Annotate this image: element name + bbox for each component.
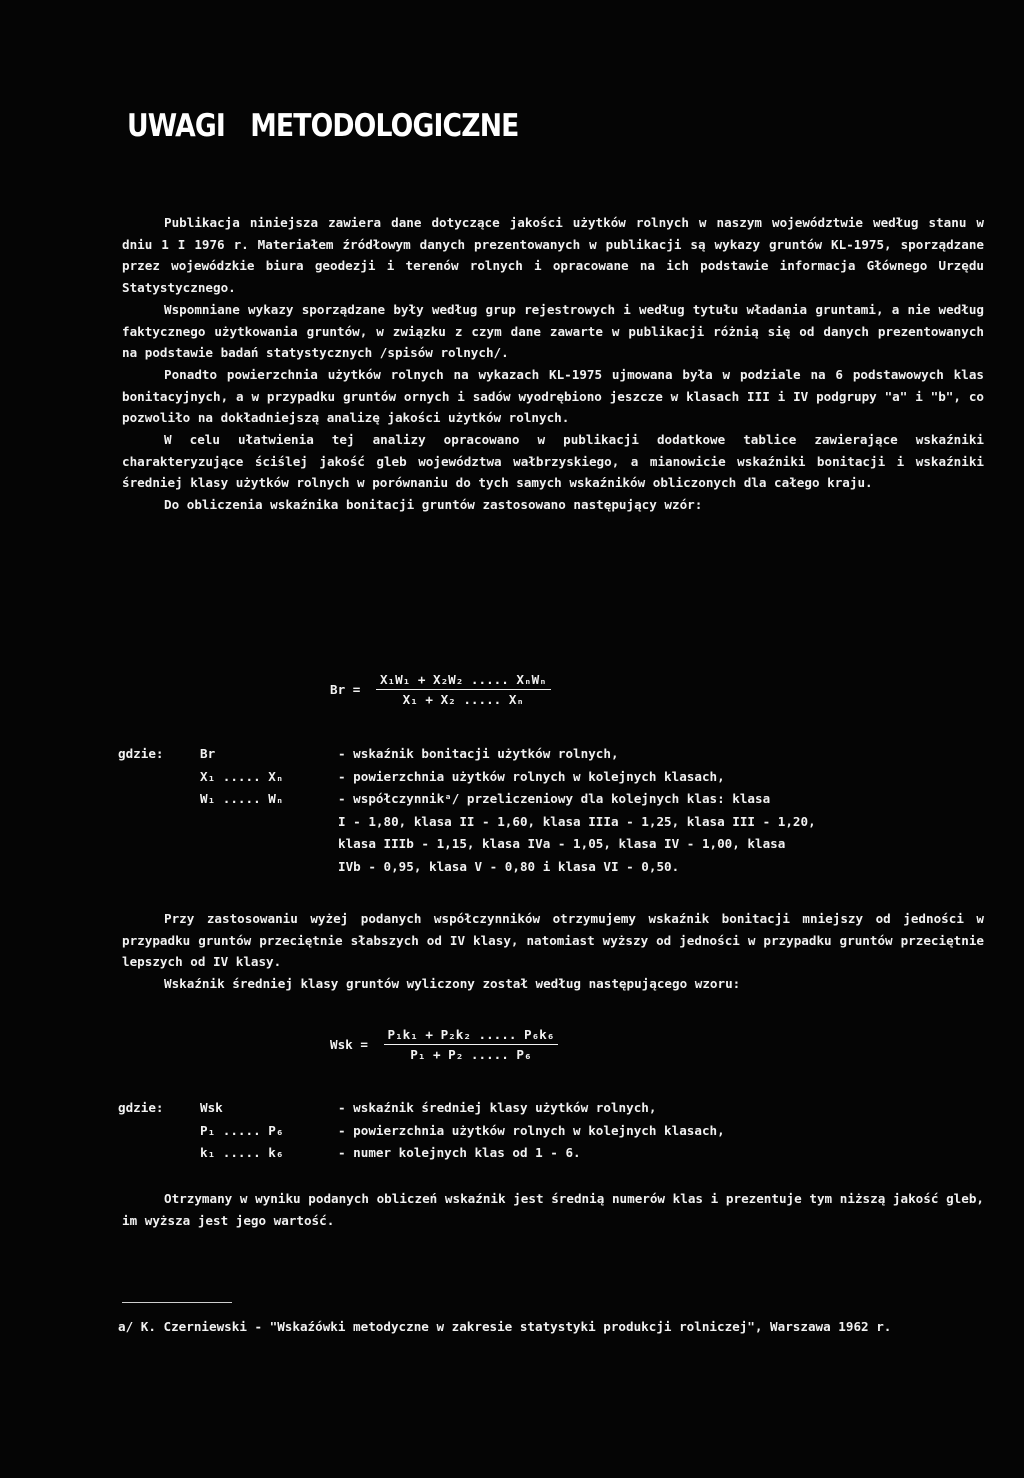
definition-symbol: W₁ ..... Wₙ [200, 791, 284, 806]
intro-section [122, 212, 984, 516]
definition-row [118, 1097, 988, 1120]
definitions-average-class [118, 1097, 988, 1165]
paragraph-formula-intro: Do obliczenia wskaźnika bonitacji gruntów zastosowano następujący wzór: [164, 497, 703, 513]
definition-symbol: Wsk [200, 1100, 223, 1115]
definition-row [118, 788, 988, 811]
definition-symbol: X₁ ..... Xₙ [200, 768, 284, 784]
formula-bonitation [330, 672, 551, 707]
paragraph-source: Publikacja niniejsza zawiera dane dotyczące jakości użytków rolnych w naszym województwie według stanu w dniu 1 I 1976 r. Materiałem źródłowym danych prezentowanych w publikacji są wykazy gruntów KL-1975, sporządzane przez wojewódzkie biura geodezji i terenów rolnych i opracowane na ich podstawie informacja Głównego Urzędu Statystycznego. [122, 215, 984, 296]
paragraph-formula2-intro: Wskaźnik średniej klasy gruntów wyliczony został według następującego wzoru: [164, 976, 741, 992]
definition-text: - powierzchnia użytków rolnych w kolejnych klasach, [338, 1122, 725, 1138]
formula-lhs: Br = [330, 682, 361, 697]
definition-row [118, 766, 988, 789]
formula-lhs: Wsk = [330, 1037, 368, 1052]
definition-row [118, 1142, 988, 1165]
definition-text: - powierzchnia użytków rolnych w kolejnych klasach, [338, 768, 725, 784]
formula-numerator: P₁k₁ + P₂k₂ ..... P₆k₆ [384, 1027, 559, 1045]
paragraph-indicators: W celu ułatwienia tej analizy opracowano w publikacji dodatkowe tablice zawierające wskaźniki charakteryzujące ściślej jakość gleb województwa wałbrzyskiego, a mianowicie wskaźniki bonitacji i wskaźniki średniej klasy użytków rolnych w porównaniu do tych samych wskaźników obliczonych dla całego kraju. [122, 432, 984, 491]
formula-fraction [376, 672, 551, 707]
page-title: UWAGI METODOLOGICZNE [127, 108, 519, 144]
definition-text: - wskaźnik średniej klasy użytków rolnych, [338, 1100, 657, 1115]
paragraph-closing: Otrzymany w wyniku podanych obliczeń wskaźnik jest średnią numerów klas i prezentuje tym niższą jakość gleb, im wyższa jest jego wartość. [122, 1191, 984, 1228]
formula-average-class [330, 1027, 558, 1062]
definitions-label: gdzie: [118, 1100, 164, 1115]
formula-numerator: X₁W₁ + X₂W₂ ..... XₙWₙ [376, 672, 551, 690]
coefficient-line: klasa IIIb - 1,15, klasa IVa - 1,05, klasa IV - 1,00, klasa [338, 836, 786, 851]
paragraph-interpretation: Przy zastosowaniu wyżej podanych współczynników otrzymujemy wskaźnik bonitacji mniejszy od jedności w przypadku gruntów przeciętnie słabszych od IV klasy, natomiast wyższy od jedności w przypadku gruntów przeciętnie lepszych od IV klasy. [122, 911, 984, 970]
definition-row [118, 1120, 988, 1143]
footnote: a/ K. Czerniewski - "Wskaźówki metodyczne w zakresie statystyki produkcji rolniczej", Warszawa 1962 r. [118, 1319, 892, 1334]
definition-text: - numer kolejnych klas od 1 - 6. [338, 1145, 581, 1160]
definition-text: - wskaźnik bonitacji użytków rolnych, [338, 746, 619, 761]
definition-row [118, 743, 988, 766]
definition-text: - współczynnikᵃ/ przeliczeniowy dla kolejnych klas: klasa [338, 791, 771, 806]
coefficient-line: IVb - 0,95, klasa V - 0,80 i klasa VI - 0,50. [338, 858, 680, 874]
definition-symbol: P₁ ..... P₆ [200, 1122, 284, 1138]
formula-fraction [384, 1027, 559, 1062]
paragraph-registers: Wspomniane wykazy sporządzane były według grup rejestrowych i według tytułu władania gruntami, a nie według faktycznego użytkowania gruntów, w związku z czym dane zawarte w publikacji różnią się od danych prezentowanych na podstawie badań statystycznych /spisów rolnych/. [122, 301, 984, 361]
definition-symbol: Br [200, 746, 216, 761]
interpretation-section [122, 908, 984, 995]
definition-symbol: k₁ ..... k₆ [200, 1145, 284, 1160]
closing-section [122, 1188, 984, 1231]
paragraph-classes: Ponadto powierzchnia użytków rolnych na wykazach KL-1975 ujmowana była w podziale na 6 podstawowych klas bonitacyjnych, a w przypadku gruntów ornych i sadów wyodrębiono jeszcze w klasach III i IV podgrupy "a" i "b", co pozwoliło na dokładniejszą analizę jakości użytków rolnych. [122, 366, 984, 426]
definitions-label: gdzie: [118, 746, 164, 761]
formula-denominator: X₁ + X₂ ..... Xₙ [402, 692, 524, 707]
coefficient-line: I - 1,80, klasa II - 1,60, klasa IIIa - 1,25, klasa III - 1,20, [338, 813, 816, 829]
formula-denominator: P₁ + P₂ ..... P₆ [410, 1047, 532, 1062]
definitions-bonitation [118, 743, 988, 878]
footnote-divider [122, 1302, 232, 1303]
